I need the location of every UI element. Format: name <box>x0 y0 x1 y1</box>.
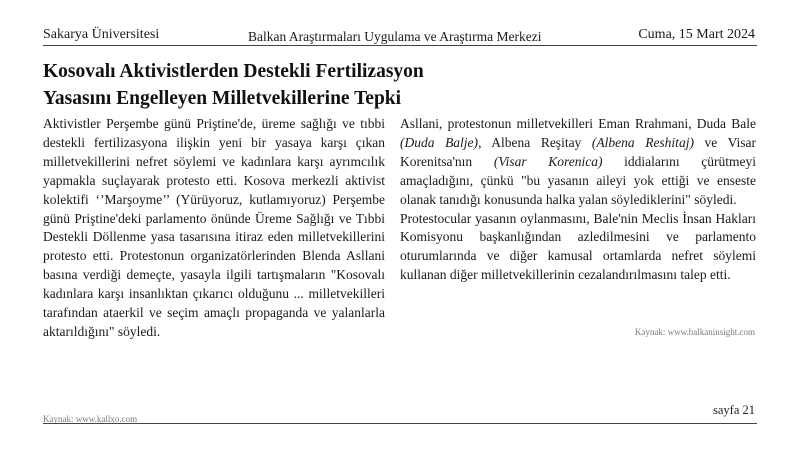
page-header <box>43 24 757 46</box>
footer-rule <box>43 423 757 424</box>
name-alias: (Duda Balje) <box>400 134 479 150</box>
text-run: ve Visar Korenitsa'nın <box>400 134 757 169</box>
center-name: Balkan Araştırmaları Uygulama ve Araştırma Merkezi <box>248 29 542 44</box>
right-column-paragraph-2: Protestocular yasanın oylanmasını, Bale'nin Meclis İnsan Hakları Komisyonu başkanlığından azledilmesini ve parlamento oturumlarında ve diğer kamusal ortamlarda nefret söylemi kullanan diğer milletvekillerinin cezalandırılmasını talep etti. <box>400 210 756 283</box>
article-title-line-1: Kosovalı Aktivistlerden Destekli Fertilizasyon <box>43 61 424 82</box>
left-column-paragraph: Aktivistler Perşembe günü Priştine'de, üreme sağlığı ve tıbbi destekli fertilizasyona ilişkin yeni bir yasaya karşı çıkan milletvekillerini nefret söylemi ve kadınlara karşı ayrımcılık yapmakla suçlayarak protesto etti. Kosova merkezli aktivist kolektifi ‘’Marşoyme’’ (Yürüyoruz, kutlamıyoruz) Perşembe günü Priştine'deki parlamento önünde Üreme Sağlığı ve Tıbbi Destekli Döllenme yasa tasarısına itiraz eden milletvekillerini protesto etti. Protestonun organizatörlerinden Blenda Asllani basına verdiği demeçte, yasayla ilgili tartışmaların "Kosovalı kadınlara karşı insanlıktan çıkarıcı olduğunu ... milletvekilleri tarafından ataerkil ve seçim amaçlı propaganda ve yalanlarla aktarıldığını" söyledi. <box>43 116 385 339</box>
article-title <box>43 58 603 112</box>
article-title-line-2: Yasasını Engelleyen Milletvekillerine Tepki <box>43 88 402 109</box>
article-right-column <box>400 115 756 285</box>
text-run: , Albena Reşitay <box>478 134 582 150</box>
text-run: Asllani, protestonun milletvekilleri Eman Rrahmani, Duda Bale <box>400 116 756 131</box>
text-run: iddialarını çürütmeyi amaçladığını, çünkü "bu yasanın aileyi yok ettiği ve enseste olanak tanıdığı konusunda halka yalan söylediklerini" söyledi. <box>400 153 756 207</box>
name-alias: (Visar Korenica) <box>493 153 603 169</box>
issue-date: Cuma, 15 Mart 2024 <box>638 27 755 42</box>
page-number: sayfa 21 <box>713 403 755 417</box>
article-left-column <box>43 115 385 342</box>
source-credit-left: Kaynak: www.kallxo.com <box>43 414 138 424</box>
name-alias: (Albena Reshitaj) <box>591 134 694 150</box>
source-credit-right: Kaynak: www.balkaninsight.com <box>634 327 755 337</box>
header-rule <box>43 45 757 46</box>
university-name: Sakarya Üniversitesi <box>43 27 160 42</box>
right-column-paragraph-1 <box>400 115 756 210</box>
